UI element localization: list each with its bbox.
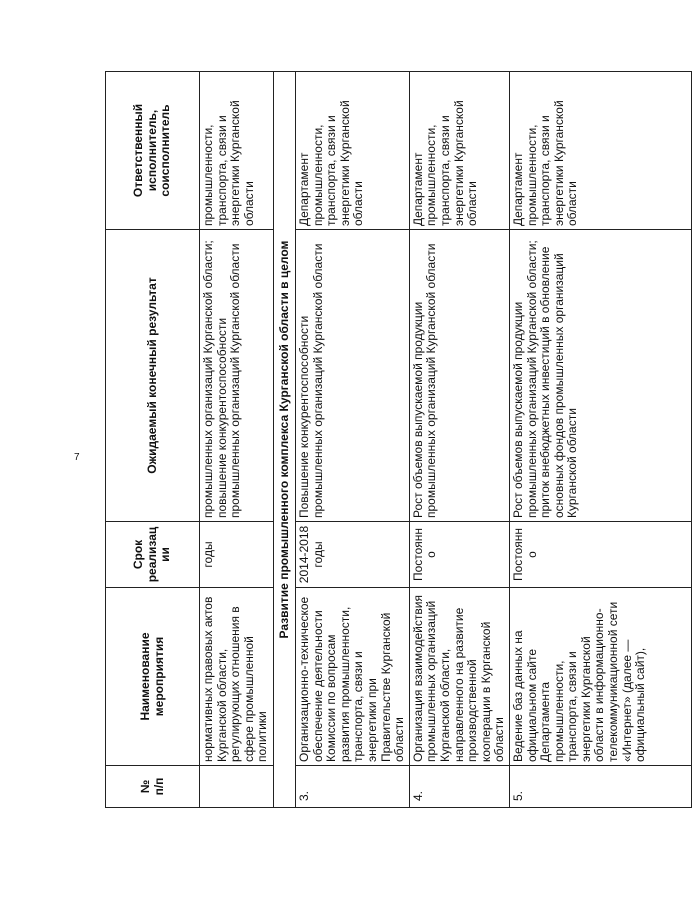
cell-num: 5.: [509, 766, 691, 808]
section-title: Развитие промышленного комплекса Курганской области в целом: [274, 72, 296, 808]
header-term: Срок реализации: [106, 522, 200, 588]
cell-responsible: Департамент промышленности, транспорта, связи и энергетики Курганской области: [296, 72, 410, 230]
table-header-row: [106, 72, 200, 808]
cell-name: нормативных правовых актов Курганской области, регулирующих отношения в сфере промышленной политики: [200, 588, 274, 766]
cell-num: 3.: [296, 766, 410, 808]
cell-result: промышленных организаций Курганской области; повышение конкурентоспособности промышленных организаций Курганской области: [200, 230, 274, 522]
cell-term: Постоянно: [409, 522, 509, 588]
section-row: [274, 72, 296, 808]
measures-table: [105, 71, 692, 808]
table-row: [409, 72, 509, 808]
header-result: Ожидаемый конечный результат: [106, 230, 200, 522]
cell-responsible: Департамент промышленности, транспорта, связи и энергетики Курганской области: [409, 72, 509, 230]
cell-term: годы: [200, 522, 274, 588]
cell-num: 4.: [409, 766, 509, 808]
header-name: Наименование мероприятия: [106, 588, 200, 766]
table-row: [296, 72, 410, 808]
cell-responsible: Департамент промышленности, транспорта, связи и энергетики Курганской области: [509, 72, 691, 230]
cell-name: Ведение баз данных на официальном сайте Департамента промышленности, транспорта, связи и энергетики Курганской области в информационно-телекоммуникационной сети «Интернет» (далее — официальный сайт),: [509, 588, 691, 766]
cell-responsible: промышленности, транспорта, связи и энергетики Курганской области: [200, 72, 274, 230]
page-number: 7: [74, 452, 80, 463]
table-row: [200, 72, 274, 808]
header-responsible: Ответственный исполнитель, соисполнитель: [106, 72, 200, 230]
cell-term: Постоянно: [509, 522, 691, 588]
cell-result: Рост объемов выпускаемой продукции промышленных организаций Курганской области; приток внебюджетных инвестиций в обновление основных фондов промышленных организаций Курганской области: [509, 230, 691, 522]
cell-name: Организация взаимодействия промышленных организаций Курганской области, направленного на развитие производственной кооперации в Курганской области: [409, 588, 509, 766]
cell-num: [200, 766, 274, 808]
cell-result: Рост объемов выпускаемой продукции промышленных организаций Курганской области: [409, 230, 509, 522]
cell-name: Организационно-техническое обеспечение деятельности Комиссии по вопросам развития промышленности, транспорта, связи и энергетики при Правительстве Курганской области: [296, 588, 410, 766]
cell-result: Повышение конкурентоспособности промышленных организаций Курганской области: [296, 230, 410, 522]
table-row: [509, 72, 691, 808]
header-num: № п/п: [106, 766, 200, 808]
rotated-table-container: [105, 72, 671, 808]
cell-term: 2014-2018 годы: [296, 522, 410, 588]
